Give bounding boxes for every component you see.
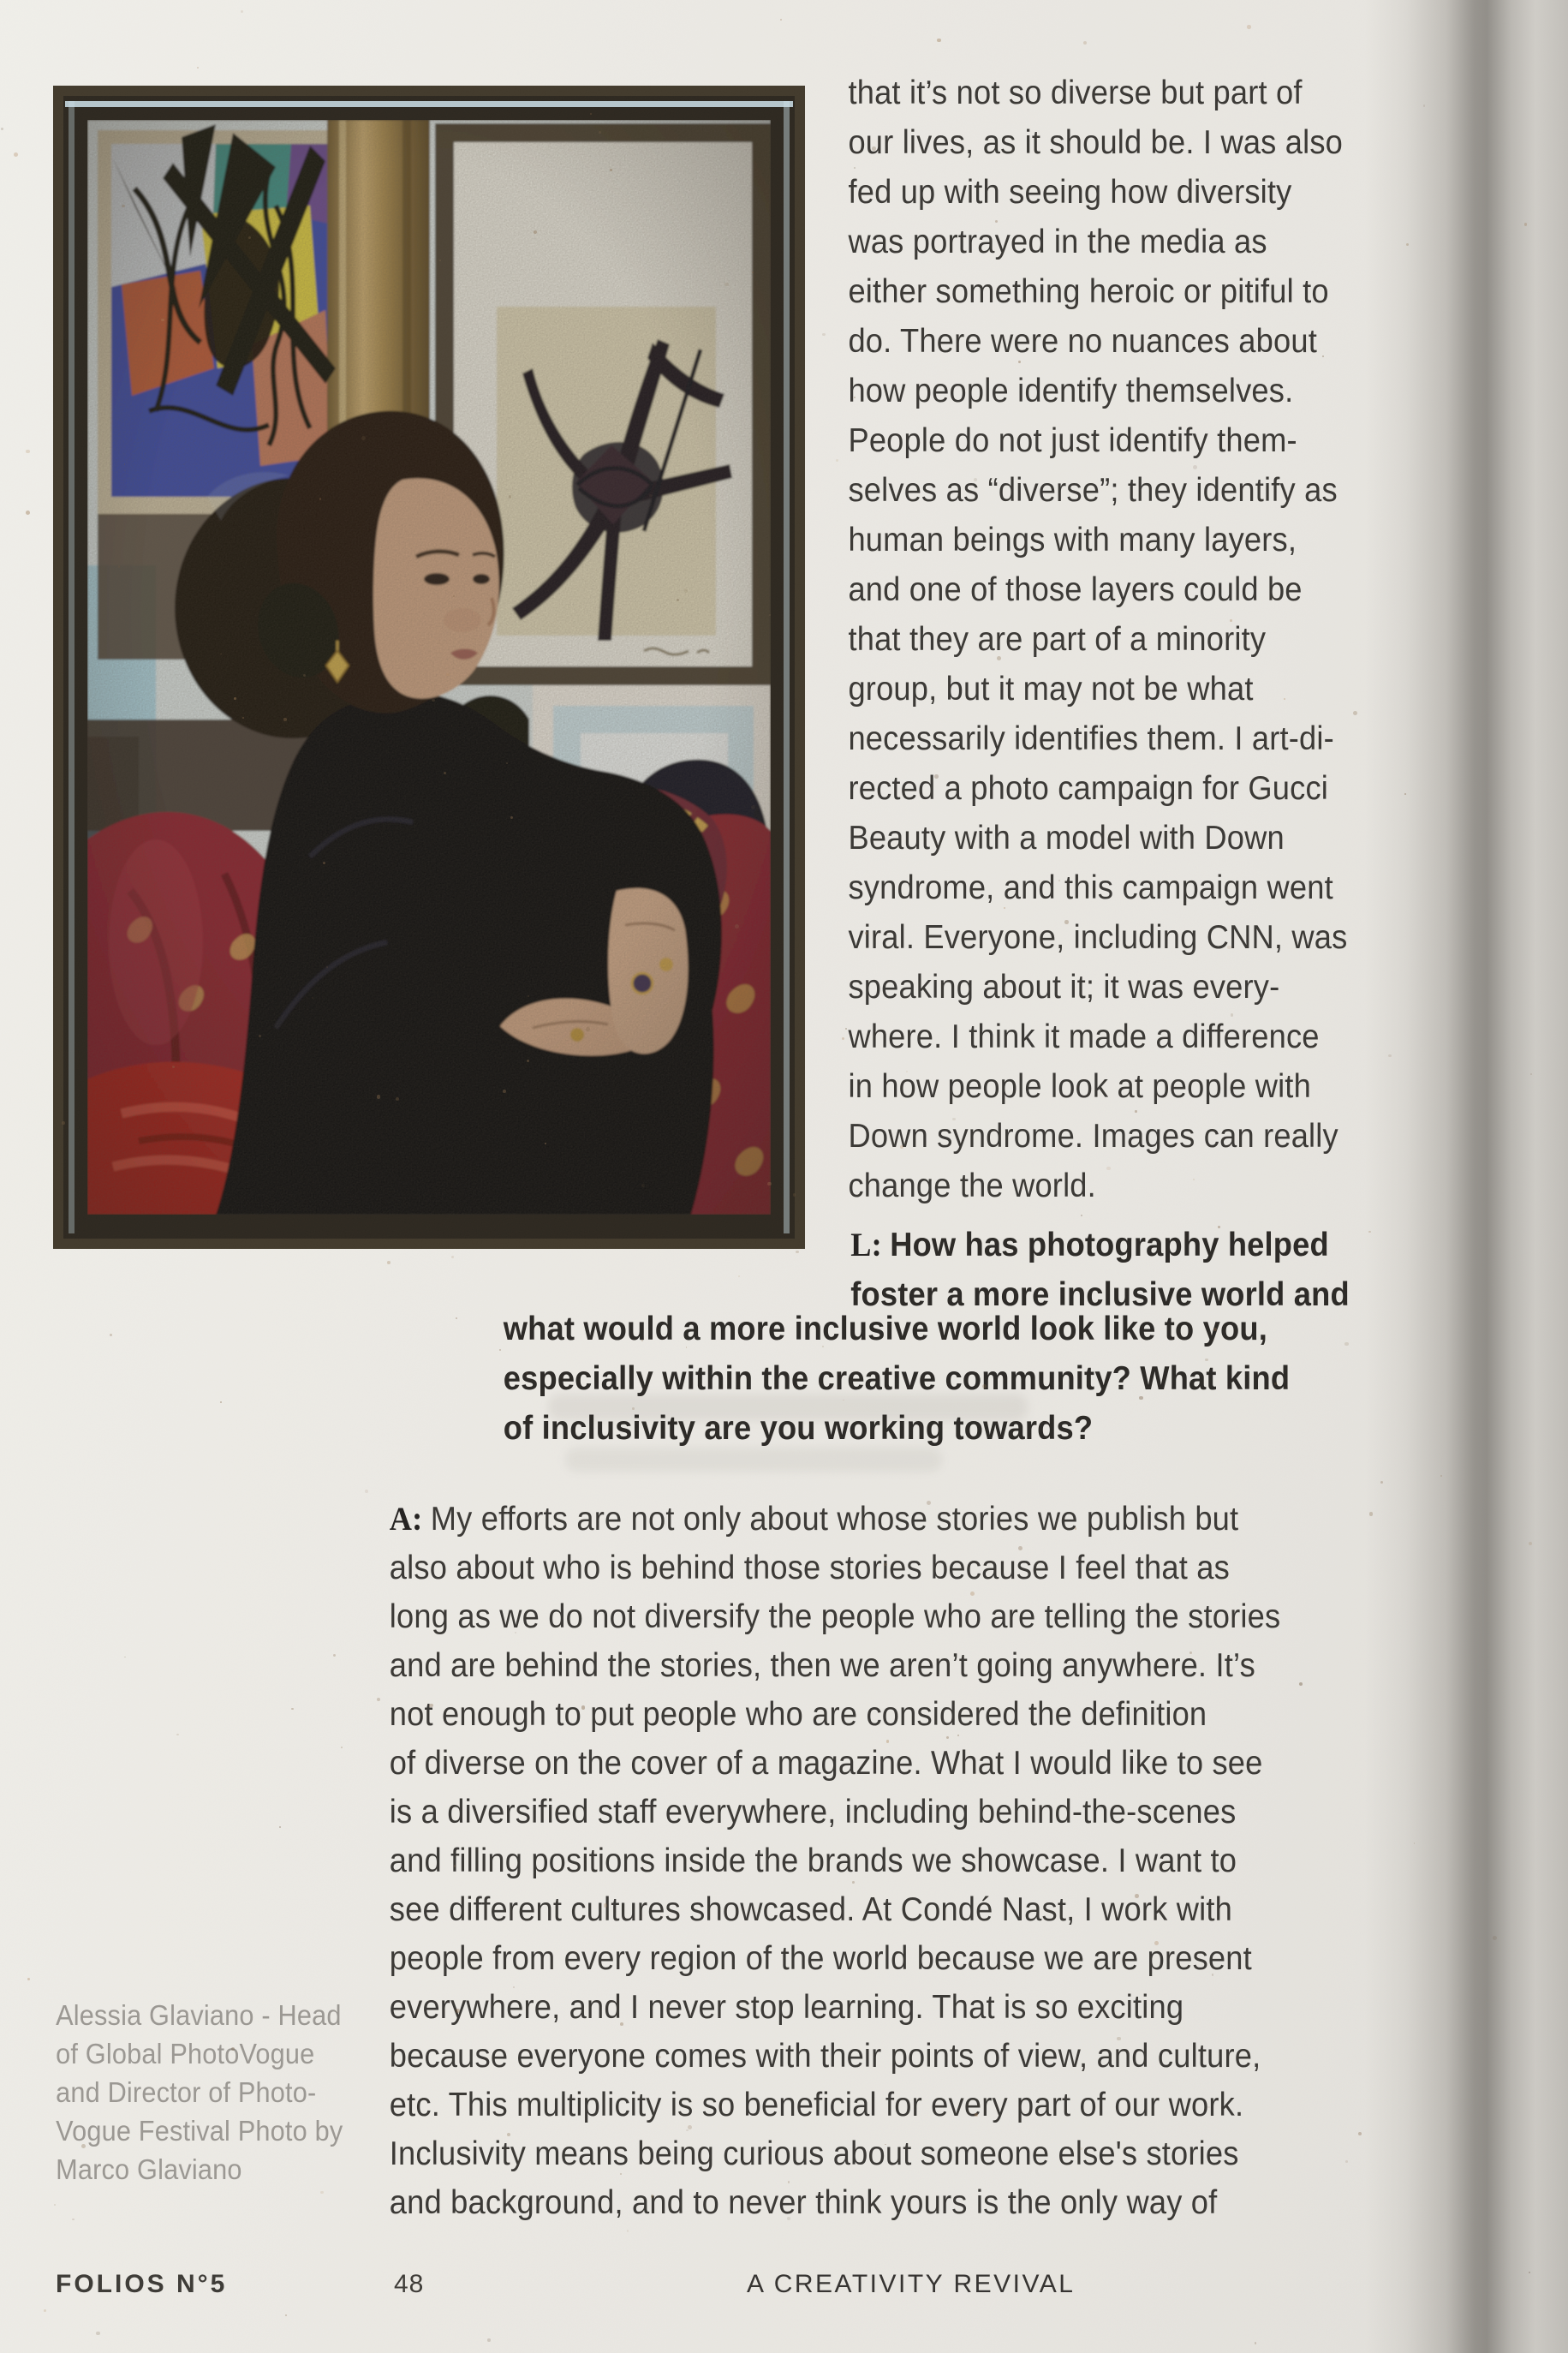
interviewer-initial: L: [850,1227,882,1263]
photo-caption: Alessia Glaviano - Head of Global PhotoVogue and Director of Photo- Vogue Festival Photo by Marco Glaviano [56,1999,343,2185]
interview-column-text: that it’s not so diverse but part of our lives, as it should be. I was also fed up with seeing how diversity was portrayed in the media as either something heroic or pitiful to do. There were no nuances about how people identify themselves. People do not just identify them- selves as “diverse”; they identify as human beings with many layers, and one of those layers could be that they are part of a minority group, but it may not be what necessarily identifies them. I art-di- rected a photo campaign for Gucci Beauty with a model with Down syndrome, and this campaign went viral. Everyone, including CNN, was speaking about it; it was every- where. I think it made a difference in how people look at people with Down syndrome. Images can really change the world. [848,75,1348,1204]
footer-page-number: 48 [394,2270,425,2298]
answer-initial: A: [389,1501,423,1538]
question-column-lines: How has photography helped foster a more inclusive world and [850,1227,1350,1313]
answer-paragraph [390,1495,1281,2227]
answer-lines: My efforts are not only about whose stories we publish but also about who is behind those stories because I feel that as long as we do not diversify the people who are telling the stories and are behind the stories, then we aren’t going anywhere. It’s not enough to put people who are considered the definition of diverse on the cover of a magazine. What I would like to see is a diversified staff everywhere, including behind-the-scenes and filling positions inside the brands we showcase. I want to see different cultures showcased. At Condé Nast, I work with people from every region of the world because we are present everywhere, and I never stop learning. That is so exciting because everyone comes with their points of view, and culture, etc. This multiplicity is so beneficial for every part of our work. Inclusivity means being curious about someone else's stories and background, and to never think yours is the only way of [389,1501,1281,2221]
page-curl-shadow [1365,0,1568,2353]
footer-section-title: A CREATIVITY REVIVAL [747,2270,1076,2298]
footer-magazine-title: FOLIOS N°5 [56,2270,228,2298]
question-full-width: what would a more inclusive world look like to you, especially within the creative community? What kind of inclusivity are you working towards? [503,1311,1291,1447]
